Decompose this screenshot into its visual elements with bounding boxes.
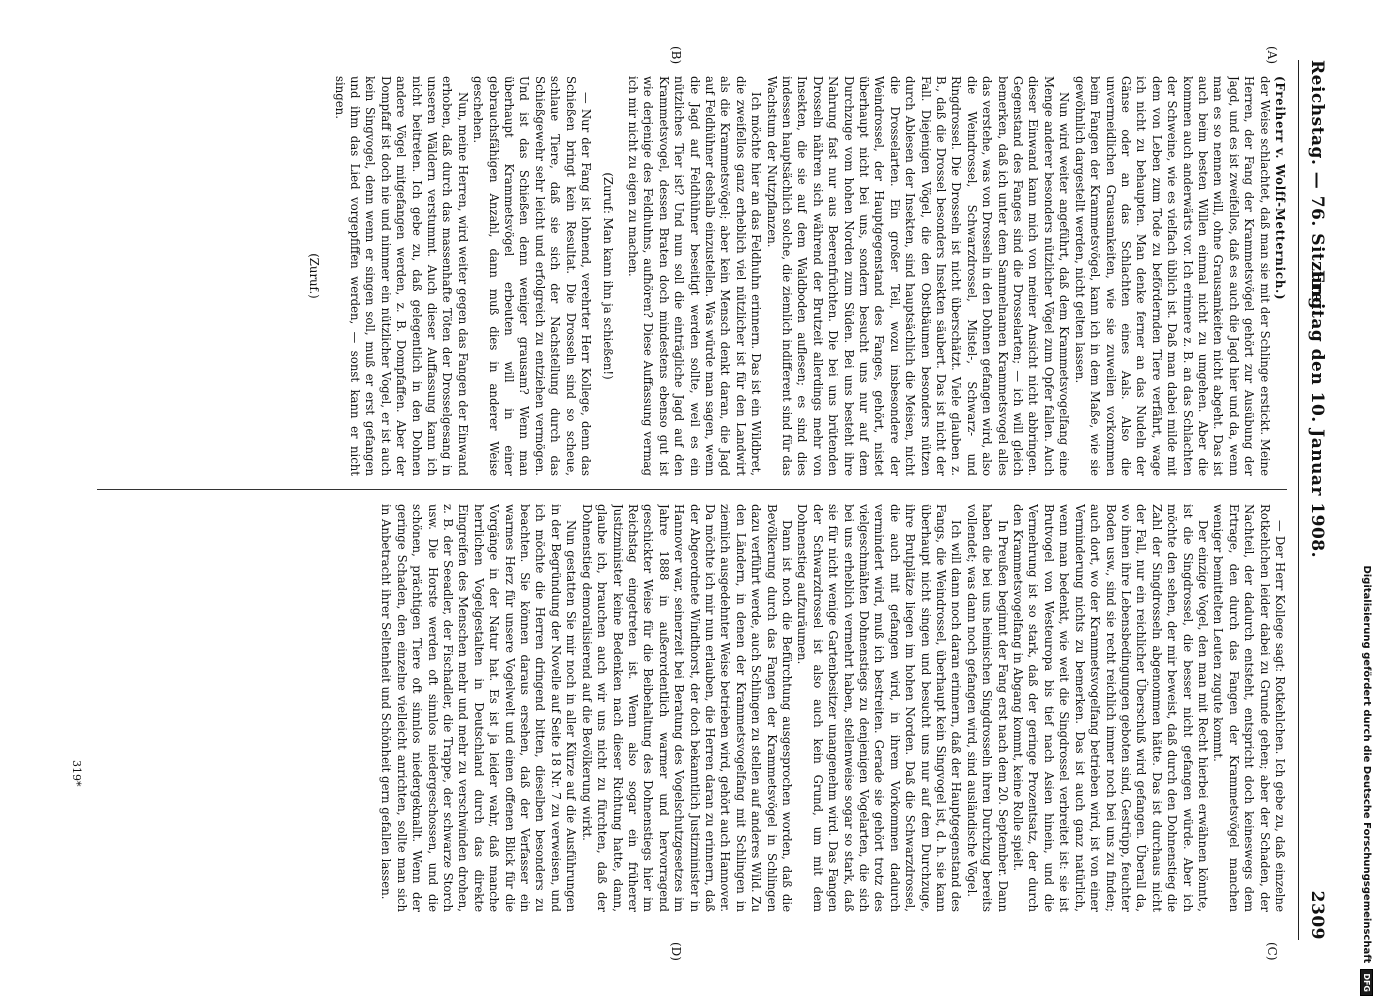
running-head-left: Reichstag. — 76. Sitzung. bbox=[1307, 60, 1327, 316]
running-head bbox=[1298, 60, 1335, 940]
right-text-column bbox=[95, 504, 1287, 912]
sheet-signature: 319* bbox=[70, 760, 83, 787]
paragraph: In Preußen beginnt der Fang erst nach dem 20. September. Dann haben die bei uns heimischen Singdrosseln ihren Durchzug bereits vollendet; was dann noch gefangen wird, sind ausländische Vögel. bbox=[964, 504, 1010, 912]
paragraph: — Der Herr Kollege sagt: Rotkehlchen. Ich gebe zu, daß einzelne Rotkehlchen leider dabei zu Grunde gehen; aber der Schaden, der Nachteil, der dadurch entsteht, entspricht doch keineswegs dem Ertrage, den durch das Fangen der Krammetsvögel manchen weniger bemittelten Leuten zugute kommt. bbox=[1211, 504, 1287, 912]
paragraph: Ich möchte hier an das Feldhuhn erinnern. Das ist ein Wildbret, die zweifellos ganz erheblich viel nützlicher ist für den Landwirt als die Krammetsvögel; aber kein Mensch denkt daran, die Jagd auf Feldhühner deshalb einzustellen. Was würde man sagen, wenn die Jagd auf Feldhühner beseitigt werden sollte, weil es ein nützliches Tier ist? Und nun soll die einträgliche Jagd auf den Krammetsvogel, dessen Braten doch mindestens ebenso gut ist wie derjenige des Feldhuhns, aufhören? Diese Auffassung vermag ich mir nicht zu eigen zu machen. bbox=[625, 76, 764, 476]
interjection: (Zuruf: Man kann ihn ja schießen!) bbox=[600, 172, 615, 380]
paragraph: Ich will dann noch daran erinnern, daß der Hauptgegenstand des Fangs, die Weindrossel, überhaupt kein Singvogel ist, d. h. sie kann überhaupt nicht singen und besucht uns nur auf dem Durchzuge, ihre Brutplätze liegen im hohen Norden. Daß die Schwarzdrossel, die auch mit gefangen wird, in ihrem Vorkommen dadurch vermindert wird, muß ich bestreiten. Gerade sie gehört trotz des vielgeschmähten Dohnenstiegs zu denjenigen Vogelarten, die sich bei uns erheblich vermehrt haben, stellenweise sogar so stark, daß sie für nicht wenige Gartenbesitzer unangenehm wird. Das Fangen der Schwarzdrossel ist also auch kein Grund, um mit dem Dohnenstieg aufzuräumen. bbox=[795, 504, 964, 912]
paragraph: Der einzige Vogel, den man mit Recht hierbei erwähnen könnte, ist die Singdrossel, die besser nicht gefangen würde. Aber ich möchte den sehen, der mir beweist, daß durch den Dohnenstieg die Zahl der Singdrosseln abgenommen hätte. Das ist durchaus nicht der Fall, nur ein reichlicher Überschuß wird gefangen. Überall da, wo ihnen ihre Lebensbedingungen geboten sind, Gestrüpp, feuchter Boden usw., sind sie recht reichlich immer noch bei uns zu finden; auch dort, wo der Krammetsvogelfang betrieben wird, ist von einer Verminderung nichts zu bemerken. Das ist auch ganz natürlich, wenn man bedenkt, wie weit die Singdrossel verbreitet ist: sie ist Brutvogel von Westeuropa bis tief nach Asien hinein, und die Vermehrung ist so stark, daß der geringe Prozentsatz, der durch den Krammetsvogelfang in Abgang kommt, keine Rolle spielt. bbox=[1011, 504, 1210, 912]
column-divider bbox=[97, 489, 1287, 490]
running-head-date: Freitag den 10. Januar 1908. bbox=[1307, 270, 1327, 559]
dfg-logo-icon: DFG bbox=[1360, 969, 1373, 996]
speaker-line bbox=[1272, 76, 1287, 476]
left-text-column bbox=[95, 76, 1287, 476]
paragraph: der Weise schlachtet, daß man sie mit der Schlinge erstickt. Meine Herren, der Fang der Krammetsvögel gehört zur Ausübung der Jagd, und es ist zweifellos, daß es auch die Jagd hier und da, wenn man es so nennen will, ohne Grausamkeiten nicht abgeht. Das ist auch beim besten Willen einmal nicht zu umgehen. Aber die kommen auch anderwärts vor. Ich erinnere z. B. an das Schlachten der Schweine, wie es vielfach üblich ist. Daß man dabei milde mit dem von Leben zum Tode zu befördernden Tiere verfährt, wage ich nicht zu behaupten. Man denke ferner an das Nudeln der Gänse oder an das Schlachten eines Aals. Also die unvermeidlichen Grausamkeiten, wie sie zuweilen vorkommen beim Fangen der Krammetsvögel, kann ich in dem Maße, wie sie gewöhnlich dargestellt werden, nicht gelten lassen. bbox=[1072, 76, 1272, 476]
paragraph: Nun wird weiter angeführt, daß dem Krammetsvogelfang eine Menge anderer besonders nützlicher Vögel zum Opfer fallen. Auch dieser Einwand kann mich von meiner Ansicht nicht abbringen. Gegenstand des Fanges sind die Drosselarten; — ich will gleich bemerken, daß ich unter dem Sammelnamen Krammetsvogel alles das verstehe, was von Drosseln in den Dohnen gefangen wird, also die Weindrossel, Schwarzdrossel, Mistel-, Schwarz- und Ringdrossel. Die Drosseln ist nicht überschätzt. Viele glauben z. B., daß die Drossel besonders Insekten säubert. Das ist nicht der Fall. Diejenigen Vögel, die den Obstbäumen besonders nützen durch Ablesen der Insekten, sind hauptsächlich die Meisen, nicht die Drosselarten. Ein großer Teil, wozu insbesondere der Weindrossel, der Hauptgegenstand des Fanges, gehört, nistet überhaupt nicht bei uns, sondern besucht uns nur auf dem Durchzuge vom hohen Norden zum Süden. Bei uns besteht ihre Nahrung fast nur aus Beerenfrüchten. Die bei uns brütenden Drosseln nähren sich während der Brutzeit allerdings mehr von Insekten, die sie auf dem Waldboden auflesen; es sind dies indessen hauptsächlich solche, die ziemlich indifferent sind für das Wachstum der Nutzpflanzen. bbox=[764, 76, 1072, 476]
funding-attribution bbox=[1357, 4, 1377, 996]
interjection: (Zuruf.) bbox=[307, 253, 322, 299]
margin-letter-d: (D) bbox=[669, 942, 683, 961]
margin-letter-a: (A) bbox=[1265, 46, 1279, 65]
paragraph: Dann ist noch die Befürchtung ausgesprochen worden, daß die Bevölkerung durch das Fangen der Krammetsvögel in Schlingen dazu verführt werde, auch Schlingen zu stellen auf anderes Wild. Zu den Ländern, in denen der Krammetsvogelfang mit Schlingen in ziemlich ausgedehnter Weise betrieben wird, gehört auch Hannover. Da möchte ich mir nun erlauben, die Herren daran zu erinnern, daß der Abgeordnete Windthorst, der doch bekanntlich Justizminister in Hannover war, seinerzeit bei Beratung des Vogelschutzgesetzes im Jahre 1888 in außerordentlich warmer und hervorragend geschickter Weise für die Beibehaltung des Dohnenstiegs hier im Reichstag eingetreten ist. Wenn also sogar ein früherer Justizminister keine Bedenken nach dieser Richtung hatte, dann, glaube ich, brauchen auch wir uns nicht zu fürchten, daß der Dohnenstieg demoralisierend auf die Bevölkerung wirkt. bbox=[579, 504, 794, 912]
attribution-line bbox=[1360, 4, 1373, 996]
margin-letter-c: (C) bbox=[1265, 942, 1279, 961]
attribution-text: Digitalisierung gefördert durch die Deutsche Forschungsgemeinschaft bbox=[1361, 565, 1372, 964]
speaker-name: (Freiherr v. Wolff-Metternich.) bbox=[1273, 76, 1287, 301]
page-number: 2309 bbox=[1307, 890, 1327, 940]
margin-letter-b: (B) bbox=[669, 46, 683, 65]
paragraph: — Nur der Fang ist lohnend, verehrter Herr Kollege, denn das Schießen bringt kein Resultat. Die Drosseln sind so scheue, schlaue Tiere, daß sie sich der Nachstellung durch das Schießgewehr sehr leicht und erfolgreich zu entziehen vermögen. Und ist das Schießen denn weniger grausam? Wenn man überhaupt Krammetsvögel erbeuten will in einer gebrauchsfähigen Anzahl, dann muß dies in anderer Weise geschehen. bbox=[471, 76, 594, 476]
paragraph: Nun gestatten Sie mir noch in aller Kürze auf die Ausführungen in der Begründung der Novelle auf Seite 18 Nr. 7 zu verweisen, und ich möchte die Herren dringend bitten, dieselben besonders zu beachten. Sie können daraus ersehen, daß der Verfasser ein warmes Herz für unsere Vogelwelt und einen offenen Blick für die Vorgänge in der Natur hat. Es ist ja leider wahr, daß manche herrlichen Vogelgestalten in Deutschland durch das direkte Eingreifen des Menschen mehr und mehr zu verschwinden drohen, z. B. der Seeadler, der Fischadler, die Trappe, der schwarze Storch usw. Die Horste werden oft sinnlos niedergeschossen, und die schönen, prächtigen Tiere oft sinnlos niedergeknallt. Wenn der geringe Schaden, den einzelne vielleicht anrichten, sollte man sich in Anbetracht ihrer Seltenheit und Schönheit gern gefallen lassen. bbox=[379, 504, 579, 912]
paragraph: Nun, meine Herren, wird weiter gegen das Fangen der Einwand erhoben, daß durch das massenhafte Töten der Drosselgesang in unseren Wäldern verstummt. Auch dieser Auffassung kann ich nicht beitreten. Ich gebe zu, daß gelegentlich in den Dohnen andere Vögel mitgefangen werden, z. B. Dompfaffen. Aber der Dompfaff ist doch nie und nimmer ein nützlicher Vogel, er ist auch kein Singvogel, denn wenn er singen soll, muß er erst gefangen und ihm das Lied vorgepfiffen werden, — sonst kann er nicht singen. bbox=[332, 76, 470, 476]
